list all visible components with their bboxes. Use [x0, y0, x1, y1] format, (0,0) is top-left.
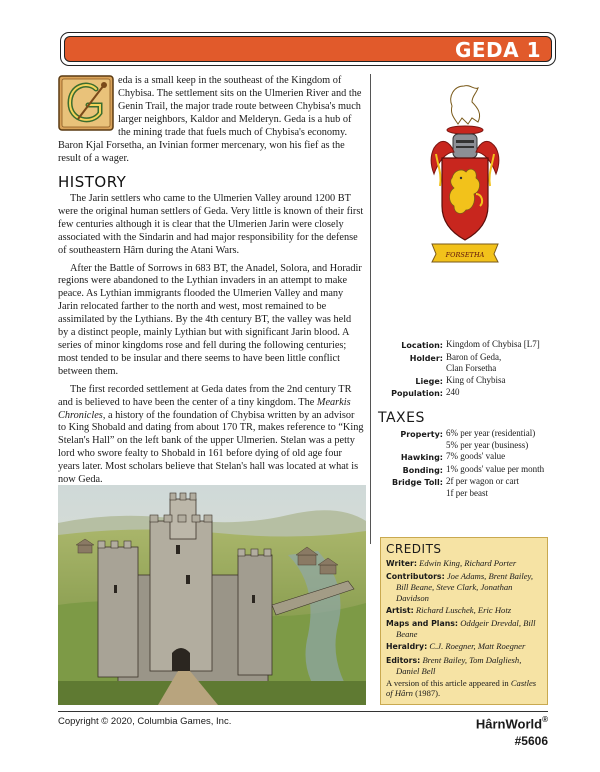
info-row-holder: Holder: Baron of Geda, Clan Forsetha — [409, 351, 502, 373]
credit-editors: Editors: Brent Bailey, Tom Dalgliesh, Daniel Bell — [386, 654, 522, 676]
credit-heraldry: Heraldry: C.J. Roegner, Matt Roegner — [386, 641, 526, 652]
history-paragraph-1: The Jarin settlers who came to the Ulmerien Valley around 1200 BT were the original human settlers of Geda. Very little is known of their first few centuries although it is clear that the Ulmerien Jarin were closely associated with the Sindarin and had major responsibility for the defense of southeastern Hârn during the Atani Wars. — [58, 193, 364, 256]
info-row-population: Population: 240 — [391, 387, 460, 398]
product-number: #5606 — [514, 734, 548, 749]
copyright-notice: Copyright © 2020, Columbia Games, Inc. — [58, 716, 232, 727]
footer-rule — [58, 711, 548, 712]
intro-paragraph — [58, 74, 364, 165]
coat-of-arms-icon — [428, 78, 502, 268]
brand-name: HârnWorld — [475, 716, 543, 732]
book-title-mearkis: Mearkis Chronicles — [58, 396, 351, 421]
credit-maps: Maps and Plans: Oddgeir Drevdal, Bill Beane — [386, 618, 536, 640]
credit-writer: Writer: Edwin King, Richard Porter — [386, 558, 517, 568]
page-title: GEDA 1 — [454, 38, 541, 62]
title-banner — [60, 32, 556, 66]
credits-heading: CREDITS — [386, 542, 442, 556]
taxes-heading: TAXES — [378, 410, 425, 426]
product-brand — [476, 715, 548, 748]
intro-text: eda is a small keep in the southeast of the Kingdom of Chybisa. The settlement sits on the Ulmerien River and the Genin Trail, the major trade route between Chybisa's much larger neighbors, Kaldor and Melderyn. Geda is a hub of the mining trade that fuels much of Chybisa's economy. Baron Kjal Forsetha, an Ivinian former mercenary, won his fief as the result of a wager. — [58, 75, 362, 164]
tax-row-hawking: Hawking: 7% goods' value — [400, 451, 506, 462]
tax-row-bonding: Bonding: 1% goods' value per month — [402, 463, 545, 475]
credit-note: A version of this article appeared in Castles of Hârn (1987). — [386, 678, 537, 699]
settlement-info — [378, 339, 554, 400]
taxes-section — [378, 410, 554, 499]
credit-artist: Artist: Richard Luschek, Eric Hotz — [386, 604, 512, 615]
dropcap-illuminated-letter — [58, 75, 114, 131]
info-row-location: Location: Kingdom of Chybisa [L7] — [401, 339, 540, 350]
credit-contributors: Contributors: Joe Adams, Brent Bailey, Bill Beane, Steve Clark, Jonathan Davidson — [386, 571, 534, 603]
history-heading: HISTORY — [58, 173, 127, 191]
history-paragraph-2: After the Battle of Sorrows in 683 BT, the Anadel, Solora, and Horadir regions were abandoned to the Lythian invaders in an attempt to make peace. As Lythian immigrants flooded the Ulmerien Valley and many Jarin relocated farther to the north and west, most remained to be assimilated by the Lythians. By the 4th century BT, the valley was held by a distinct people, mainly Lythian but with significant Jarin blood. A series of minor kingdoms rose and fell during the following centuries; most tended to be insular and there seems to have been little conflict between them. — [58, 262, 362, 377]
credits-box — [380, 537, 548, 705]
brand-registered-mark: ® — [542, 715, 548, 724]
tax-row-property: Property: 6% per year (residential) 5% per year (business) — [400, 428, 536, 450]
info-row-liege: Liege: King of Chybisa — [415, 374, 506, 386]
castle-illustration — [58, 485, 366, 705]
column-divider — [370, 74, 371, 544]
crest-motto: FORSETHA — [445, 251, 485, 259]
history-paragraph-3: The first recorded settlement at Geda dates from the 2nd century TR and is believed to have been the center of a tiny kingdom. The Mearkis Chronicles, a history of the foundation of Chybisa written by an advisor to King Shobald and dating from about 170 TR, makes reference to “King Stelan's Hall” on the left bank of the upper Ulmerien. Stelan was a petty lord who swore fealty to Shobald in 161 before dying of old age four years later. Most scholars believe that Stelan's hall was located at what is now Geda. — [58, 383, 364, 486]
tax-row-bridge-toll: Bridge Toll: 2f per wagon or cart 1f per beast — [391, 476, 519, 498]
title-banner-fill — [64, 36, 552, 62]
